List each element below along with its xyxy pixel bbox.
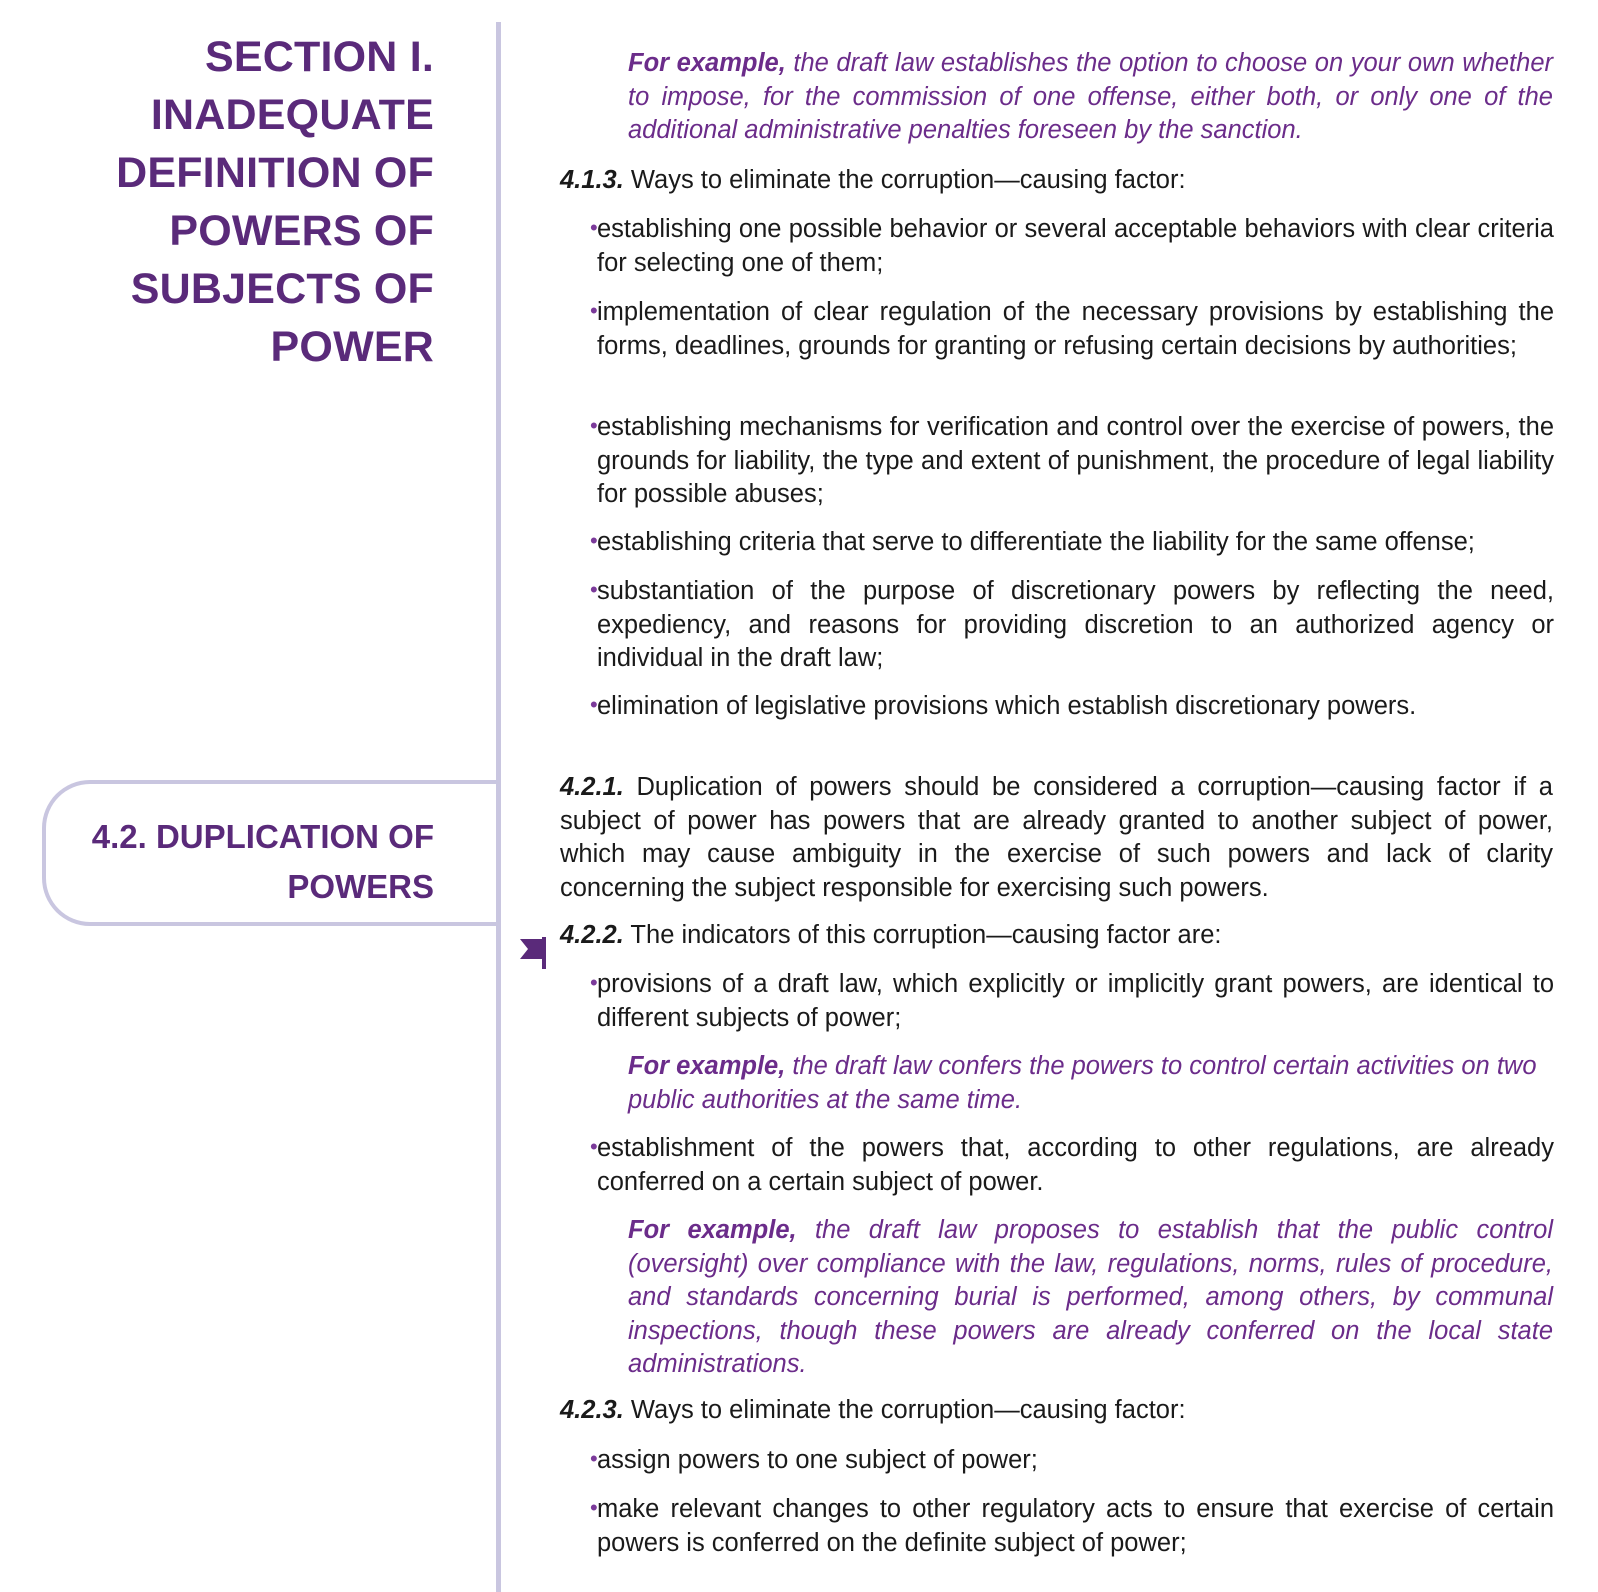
list-item <box>597 1444 1554 1478</box>
clause-number: 4.2.1. <box>560 773 624 801</box>
subsection-title-line: POWERS <box>287 868 434 905</box>
list-item <box>597 690 1554 724</box>
bullet-marker: • <box>590 577 598 602</box>
list-item <box>597 411 1554 512</box>
list-item <box>597 1493 1554 1560</box>
bullet-marker: • <box>590 1134 598 1159</box>
clause-number: 4.2.2. <box>560 921 624 949</box>
bullet-marker: • <box>590 215 598 240</box>
list-item-text: make relevant changes to other regulatory acts to ensure that exercise of certain powers is conferred on the definite subject of power; <box>597 1495 1554 1557</box>
clause-4-2-3 <box>560 1394 1550 1428</box>
bullet-marker: • <box>590 413 598 438</box>
subsection-title-line: 4.2. DUPLICATION OF <box>91 818 434 855</box>
example-paragraph <box>628 1050 1553 1117</box>
clause-text: Duplication of powers should be considered a corruption—causing factor if a subject of power has powers that are already granted to another subject of power, which may cause ambiguity in the exercise of such powers and lack of clarity concerning the subject responsible for exercising such powers. <box>560 773 1553 902</box>
bullet-marker: • <box>590 528 598 553</box>
bullet-marker: • <box>590 1446 598 1471</box>
list-item <box>597 526 1554 560</box>
clause-4-2-1 <box>560 771 1553 905</box>
clause-number: 4.2.3. <box>560 1396 624 1424</box>
bullet-marker: • <box>590 970 598 995</box>
list-item-text: substantiation of the purpose of discretionary powers by reflecting the need, expediency, and reasons for providing discretion to an authorized agency or individual in the draft law; <box>597 577 1554 672</box>
example-lead: For example, <box>628 1216 797 1244</box>
example-lead: For example, <box>628 49 786 77</box>
list-item <box>597 1132 1554 1199</box>
bullet-marker: • <box>590 692 598 717</box>
list-item <box>597 296 1554 363</box>
clause-text: The indicators of this corruption—causing factor are: <box>623 921 1222 949</box>
clause-4-1-3 <box>560 164 1550 198</box>
list-item <box>597 575 1554 676</box>
list-item-text: assign powers to one subject of power; <box>597 1446 1038 1474</box>
list-item-text: implementation of clear regulation of the necessary provisions by establishing the forms, deadlines, grounds for granting or refusing certain decisions by authorities; <box>597 298 1554 360</box>
list-item-text: establishment of the powers that, according to other regulations, are already conferred on a certain subject of power. <box>597 1134 1554 1196</box>
list-item <box>597 968 1554 1035</box>
list-item-text: establishing criteria that serve to differentiate the liability for the same offense; <box>597 528 1475 556</box>
example-text: the draft law proposes to establish that the public control (oversight) over compliance with the law, regulations, norms, rules of procedure, and standards concerning burial is performed, among others, by communal inspections, though these powers are already conferred on the local state administrations. <box>628 1216 1553 1378</box>
example-text: the draft law establishes the option to choose on your own whether to impose, for the commission of one offense, either both, or only one of the additional administrative penalties foreseen by the sanction. <box>628 49 1553 144</box>
section-title-line: SECTION I. <box>205 33 434 81</box>
section-title-line: POWER <box>270 323 434 371</box>
section-title-line: POWERS OF <box>169 207 434 255</box>
bullet-marker: • <box>590 298 598 323</box>
example-text: the draft law confers the powers to control certain activities on two public authorities at the same time. <box>628 1052 1537 1114</box>
list-item-text: elimination of legislative provisions which establish discretionary powers. <box>597 692 1417 720</box>
list-item-text: provisions of a draft law, which explicitly or implicitly grant powers, are identical to different subjects of power; <box>597 970 1554 1032</box>
section-title-line: DEFINITION OF <box>116 149 434 197</box>
section-title-line: SUBJECTS OF <box>130 265 434 313</box>
flag-icon <box>520 937 548 969</box>
list-item-text: establishing mechanisms for verification and control over the exercise of powers, the grounds for liability, the type and extent of punishment, the procedure of legal liability for possible abuses; <box>597 413 1554 508</box>
clause-text: Ways to eliminate the corruption—causing factor: <box>623 166 1186 194</box>
bullet-marker: • <box>590 1495 598 1520</box>
clause-number: 4.1.3. <box>560 166 624 194</box>
subsection-title <box>34 812 434 912</box>
example-lead: For example, <box>628 1052 786 1080</box>
example-paragraph <box>628 47 1553 148</box>
section-title-line: INADEQUATE <box>150 91 434 139</box>
section-title <box>14 28 434 376</box>
example-paragraph <box>628 1214 1553 1382</box>
list-item <box>597 213 1554 280</box>
clause-4-2-2 <box>560 919 1550 953</box>
clause-text: Ways to eliminate the corruption—causing factor: <box>623 1396 1186 1424</box>
list-item-text: establishing one possible behavior or several acceptable behaviors with clear criteria for selecting one of them; <box>597 215 1554 277</box>
